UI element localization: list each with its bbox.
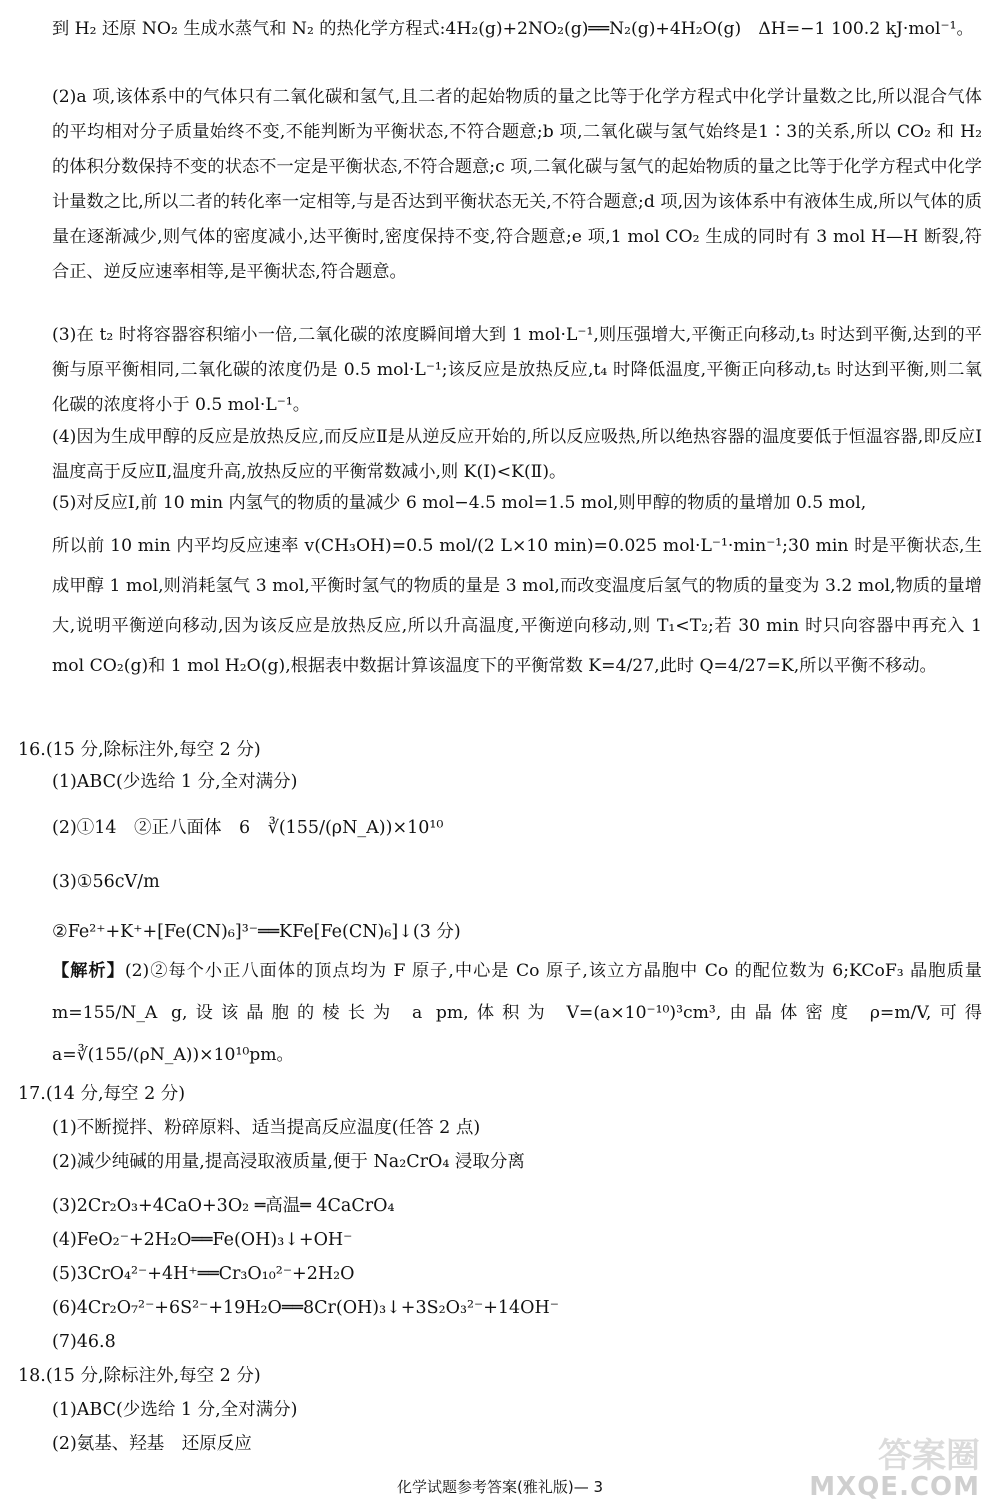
q15-part4-text: (4)因为生成甲醇的反应是放热反应,而反应Ⅱ是从逆反应开始的,所以反应吸热,所以绝热容器的温度要低于恒温容器,即反应Ⅰ温度高于反应Ⅱ,温度升高,放热反应的平衡常数减小,则 K(Ⅰ)<K(Ⅱ)。 (52, 427, 982, 482)
q17-answer-5: (5)3CrO₄²⁻+4H⁺══Cr₃O₁₀²⁻+2H₂O (52, 1264, 355, 1284)
q17-answer-4: (4)FeO₂⁻+2H₂O══Fe(OH)₃↓+OH⁻ (52, 1230, 353, 1250)
q17-answer-7: (7)46.8 (52, 1332, 116, 1352)
q15-part2-text: (2)a 项,该体系中的气体只有二氧化碳和氢气,且二者的起始物质的量之比等于化学方程式中化学计量数之比,所以混合气体的平均相对分子质量始终不变,不能判断为平衡状态,不符合题意;b 项,二氧化碳与氢气始终是1∶3的关系,所以 CO₂ 和 H₂ 的体积分数保持不变的状态不一定是平衡状态,不符合题意;c 项,二氧化碳与氢气的起始物质的量之比等于化学方程式中化学计量数之比,所以二者的转化率一定相等,与是否达到平衡状态无关,不符合题意;d 项,因为该体系中有液体生成,所以气体的质量在逐渐减少,则气体的密度减小,达平衡时,密度保持不变,符合题意;e 项,1 mol CO₂ 生成的同时有 3 mol H—H 断裂,符合正、逆反应速率相等,是平衡状态,符合题意。 (52, 87, 982, 282)
q17-answer-3: (3)2Cr₂O₃+4CaO+3O₂ ═高温═ 4CaCrO₄ (52, 1196, 395, 1216)
q17-answer-1: (1)不断搅拌、粉碎原料、适当提高反应温度(任答 2 点) (52, 1118, 481, 1138)
intro-equation-line: 到 H₂ 还原 NO₂ 生成水蒸气和 N₂ 的热化学方程式:4H₂(g)+2NO₂(g)══N₂(g)+4H₂O(g) ΔH=−1 100.2 kJ·mol⁻¹。 (52, 19, 974, 39)
q16-answer-3: (3)①56cV/m (52, 872, 160, 892)
q16-heading: 16.(15 分,除标注外,每空 2 分) (18, 740, 261, 760)
q18-answer-2: (2)氨基、羟基 还原反应 (52, 1434, 252, 1454)
q18-answer-1: (1)ABC(少选给 1 分,全对满分) (52, 1400, 298, 1420)
page-footer: 化学试题参考答案(雅礼版)— 3 (396, 1478, 604, 1496)
q16-answer-1: (1)ABC(少选给 1 分,全对满分) (52, 772, 298, 792)
q17-heading: 17.(14 分,每空 2 分) (18, 1084, 186, 1104)
watermark-cn: 答案圈 (878, 1436, 980, 1476)
analysis-label: 【解析】 (52, 961, 125, 981)
q18-heading: 18.(15 分,除标注外,每空 2 分) (18, 1366, 261, 1386)
q15-part3-text: (3)在 t₂ 时将容器容积缩小一倍,二氧化碳的浓度瞬间增大到 1 mol·L⁻¹,则压强增大,平衡正向移动,t₃ 时达到平衡,达到的平衡与原平衡相同,二氧化碳的浓度仍是 0.5 mol·L⁻¹;该反应是放热反应,t₄ 时降低温度,平衡正向移动,t₅ 时达到平衡,则二氧化碳的浓度将小于 0.5 mol·L⁻¹。 (52, 325, 982, 415)
q16-answer-3-2: ②Fe²⁺+K⁺+[Fe(CN)₆]³⁻══KFe[Fe(CN)₆]↓(3 分) (52, 922, 461, 942)
q17-answer-2: (2)减少纯碱的用量,提高浸取液质量,便于 Na₂CrO₄ 浸取分离 (52, 1152, 525, 1172)
q16-analysis (52, 950, 982, 1076)
watermark-logo (809, 1426, 988, 1506)
q16-answer-2: (2)①14 ②正八面体 6 ∛(155/(ρN_A))×10¹⁰ (52, 818, 444, 838)
watermark-url: MXQE.COM (809, 1472, 980, 1502)
analysis-text: (2)②每个小正八面体的顶点均为 F 原子,中心是 Co 原子,该立方晶胞中 Co 的配位数为 6;KCoF₃ 晶胞质量 m=155/N_A g,设该晶胞的棱长为 a pm,体积为 V=(a×10⁻¹⁰)³cm³,由晶体密度 ρ=m/V,可得 a=∛(155/(ρN_A))×10¹⁰pm。 (52, 961, 982, 1065)
q17-answer-6: (6)4Cr₂O₇²⁻+6S²⁻+19H₂O══8Cr(OH)₃↓+3S₂O₃²⁻+14OH⁻ (52, 1298, 559, 1318)
q15-part5-first-line: (5)对反应Ⅰ,前 10 min 内氢气的物质的量减少 6 mol−4.5 mol=1.5 mol,则甲醇的物质的量增加 0.5 mol, (52, 493, 867, 513)
q15-part5-text: 所以前 10 min 内平均反应速率 v(CH₃OH)=0.5 mol/(2 L×10 min)=0.025 mol·L⁻¹·min⁻¹;30 min 时是平衡状态,生成甲醇 1 mol,则消耗氢气 3 mol,平衡时氢气的物质的量是 3 mol,而改变温度后氢气的物质的量变为 3.2 mol,物质的量增大,说明平衡逆向移动,因为该反应是放热反应,所以升高温度,平衡逆向移动,则 T₁<T₂;若 30 min 时只向容器中再充入 1 mol CO₂(g)和 1 mol H₂O(g),根据表中数据计算该温度下的平衡常数 K=4/27,此时 Q=4/27=K,所以平衡不移动。 (52, 536, 982, 676)
